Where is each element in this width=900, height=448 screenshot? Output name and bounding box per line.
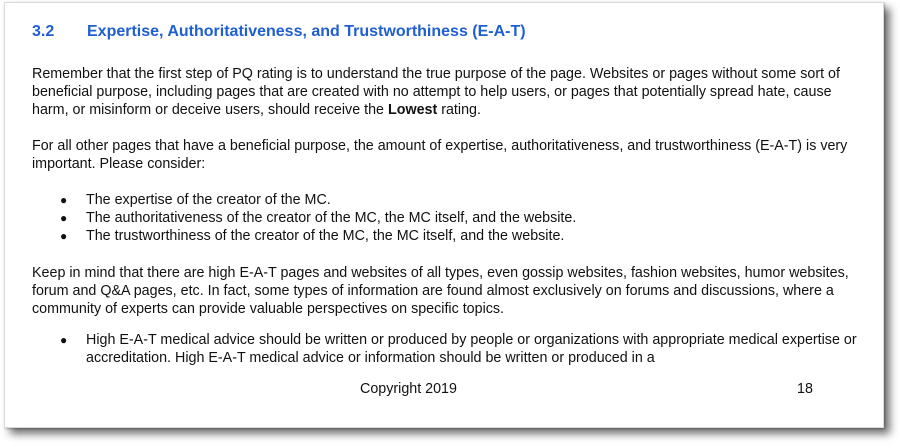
consider-list bbox=[32, 191, 862, 245]
bullet-icon: ● bbox=[60, 193, 68, 207]
document-page bbox=[4, 2, 884, 428]
section-title: Expertise, Authoritativeness, and Trustworthiness (E-A-T) bbox=[87, 23, 526, 40]
list-item-text: The authoritativeness of the creator of the MC, the MC itself, and the website. bbox=[86, 210, 577, 226]
page-number: 18 bbox=[797, 381, 813, 397]
bullet-icon: ● bbox=[60, 229, 68, 243]
list-item-text: The trustworthiness of the creator of the MC, the MC itself, and the website. bbox=[86, 228, 565, 244]
list-item bbox=[32, 191, 862, 209]
paragraph-pq-rating bbox=[32, 65, 862, 119]
list-item bbox=[32, 209, 862, 227]
list-item bbox=[32, 227, 862, 245]
paragraph-text-end: rating. bbox=[437, 102, 481, 118]
list-item-text: High E-A-T medical advice should be written or produced by people or organizations with appropriate medical expertise or accreditation. High E-A-T medical advice or information should be written or produced in a bbox=[86, 332, 857, 366]
paragraph-text: Remember that the first step of PQ rating is to understand the true purpose of the page. Websites or pages without some sort of beneficial purpose, including pages that are created with no attempt to help users, or pages that potentially spread hate, cause harm, or misinform or deceive users, should receive the bbox=[32, 66, 840, 118]
paragraph-eat-importance: For all other pages that have a beneficial purpose, the amount of expertise, authoritativeness, and trustworthiness (E-A-T) is very important. Please consider: bbox=[32, 138, 848, 172]
footer-copyright: Copyright 2019 bbox=[360, 381, 457, 397]
bullet-icon: ● bbox=[60, 211, 68, 225]
list-item bbox=[32, 331, 862, 367]
bold-lowest: Lowest bbox=[387, 102, 438, 118]
list-item-text: The expertise of the creator of the MC. bbox=[86, 192, 331, 208]
section-number: 3.2 bbox=[32, 23, 55, 40]
medical-list bbox=[32, 331, 862, 367]
section-heading bbox=[32, 23, 526, 41]
paragraph-high-eat-pages: Keep in mind that there are high E-A-T pages and websites of all types, even gossip websites, fashion websites, humor websites, forum and Q&A pages, etc. In fact, some types of information are found almost exclusively on forums and discussions, where a community of experts can provide valuable perspectives on specific topics. bbox=[32, 265, 849, 317]
bullet-icon: ● bbox=[60, 333, 68, 347]
